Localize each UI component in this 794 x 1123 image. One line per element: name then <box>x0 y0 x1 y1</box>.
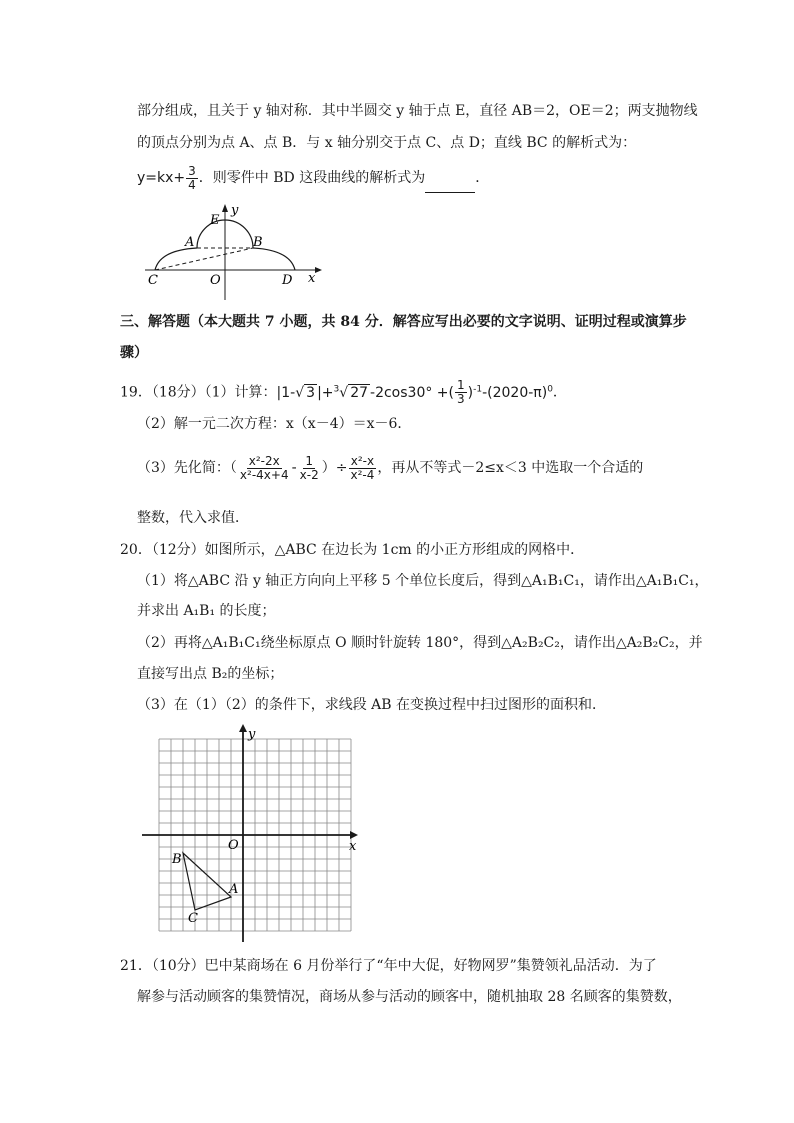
q18-expr-prefix: y=kx+ <box>137 170 186 186</box>
fig2-label-A: A <box>229 882 239 897</box>
q18-answer-blank[interactable] <box>425 178 475 193</box>
fig1-dashed-BC <box>155 248 253 270</box>
q21-line2: 解参与活动顾客的集赞情况，商场从参与活动的顾客中，随机抽取 28 名顾客的集赞数， <box>137 989 682 1005</box>
q19-part3-line2: 整数，代入求值． <box>137 510 249 526</box>
fig1-label-O: O <box>210 273 221 288</box>
fig1-label-y: y <box>231 203 239 218</box>
q20-head: 20．（12分）如图所示，△ABC 在边长为 1cm 的小正方形组成的网格中． <box>120 542 585 558</box>
q20-part3: （3）在（1）（2）的条件下，求线段 AB 在变换过程中扫过图形的面积和． <box>137 697 607 713</box>
q19-head: 19．（18分）（1）计算： <box>120 384 277 401</box>
fig1-label-x: x <box>308 271 316 286</box>
q18-fraction-den: 4 <box>188 177 196 192</box>
fig1-y-arrow <box>222 204 228 212</box>
fig1-label-D: D <box>282 273 293 288</box>
fig2-x-arrow <box>350 831 358 839</box>
q18-fraction-num: 3 <box>188 163 196 178</box>
q18-line3 <box>137 163 489 193</box>
q18-fraction <box>186 165 198 192</box>
q18-line-end: ． <box>475 170 490 186</box>
fig1-left-parabola <box>155 248 197 270</box>
q20-part1b: 并求出 A₁B₁ 的长度； <box>137 603 276 619</box>
q20-part2b: 直接写出点 B₂的坐标； <box>137 666 284 682</box>
q19-frac1: $\frac{\text{x²-2x}}{\text{x²-4x+4}}$ <box>239 453 289 482</box>
q19-part2: （2）解一元二次方程：x（x－4）＝x－6． <box>137 416 412 432</box>
fig1-label-E: E <box>210 213 220 228</box>
q19-part1: 19．（18分）（1）计算：|1-√ 3 |+$^3$√ 27 -2cos30° +( $\frac{1}{3}$ )$^{-1}-(2020-\pi)^0$． <box>120 378 567 407</box>
fig1-x-arrow <box>315 267 322 273</box>
fig1-label-C: C <box>148 273 158 288</box>
fig1-right-parabola <box>253 248 295 270</box>
q19-frac3: $\frac{\text{x²-x}}{\text{x²-4}}$ <box>350 453 375 482</box>
q20-part2a: （2）再将△A₁B₁C₁绕坐标原点 O 顺时针旋转 180°，得到△A₂B₂C₂，请作出△A₂B₂C₂，并 <box>137 635 703 651</box>
figure-parabola-semicircle <box>140 200 330 304</box>
section3-heading-line2: 骤） <box>120 345 148 361</box>
figure-grid <box>140 720 370 946</box>
fig2-label-y: y <box>248 727 256 742</box>
fig2-label-O: O <box>228 838 239 853</box>
fig1-label-B: B <box>253 235 263 250</box>
q19-expr: |1-√ 3 |+$^3$√ 27 -2cos30° +( $\frac{1}{3}$ )$^{-1}-(2020-\pi)^0$ <box>276 378 553 407</box>
q18-line1: 部分组成，且关于 y 轴对称．其中半圆交 y 轴于点 E，直径 AB＝2，OE＝2；两支抛物线 <box>137 103 698 119</box>
fig2-label-C: C <box>188 911 198 926</box>
q18-question-text: ．则零件中 BD 这段曲线的解析式为 <box>198 170 426 186</box>
q20-part1a: （1）将△ABC 沿 y 轴正方向向上平移 5 个单位长度后，得到△A₁B₁C₁，请作出△A₁B₁C₁， <box>137 573 709 589</box>
section3-heading-line1: 三、解答题（本大题共 7 小题，共 84 分．解答应写出必要的文字说明、证明过程或演算步 <box>120 314 687 330</box>
fig1-label-A: A <box>185 235 195 250</box>
q21-line1: 21．（10分）巴中某商场在 6 月份举行了“年中大促，好物网罗”集赞领礼品活动．为了 <box>120 958 657 974</box>
q19-part3: （3）先化简：（ $\frac{\text{x²-2x}}{\text{x²-4x+4}}$ - $\frac{1}{x-2}$ ）÷ $\frac{\text{x²-x}}{\text{x²-4}}$ ，再从不等式－2≤x＜3 中选取一个合适的 <box>137 453 644 482</box>
fig2-label-x: x <box>349 839 357 854</box>
q19-frac2: $\frac{1}{x-2}$ <box>299 453 319 482</box>
fig2-label-B: B <box>172 852 182 867</box>
fig2-y-arrow <box>239 724 247 732</box>
q18-line2: 的顶点分别为点 A、点 B．与 x 轴分别交于点 C、点 D；直线 BC 的解析式为： <box>137 135 637 151</box>
